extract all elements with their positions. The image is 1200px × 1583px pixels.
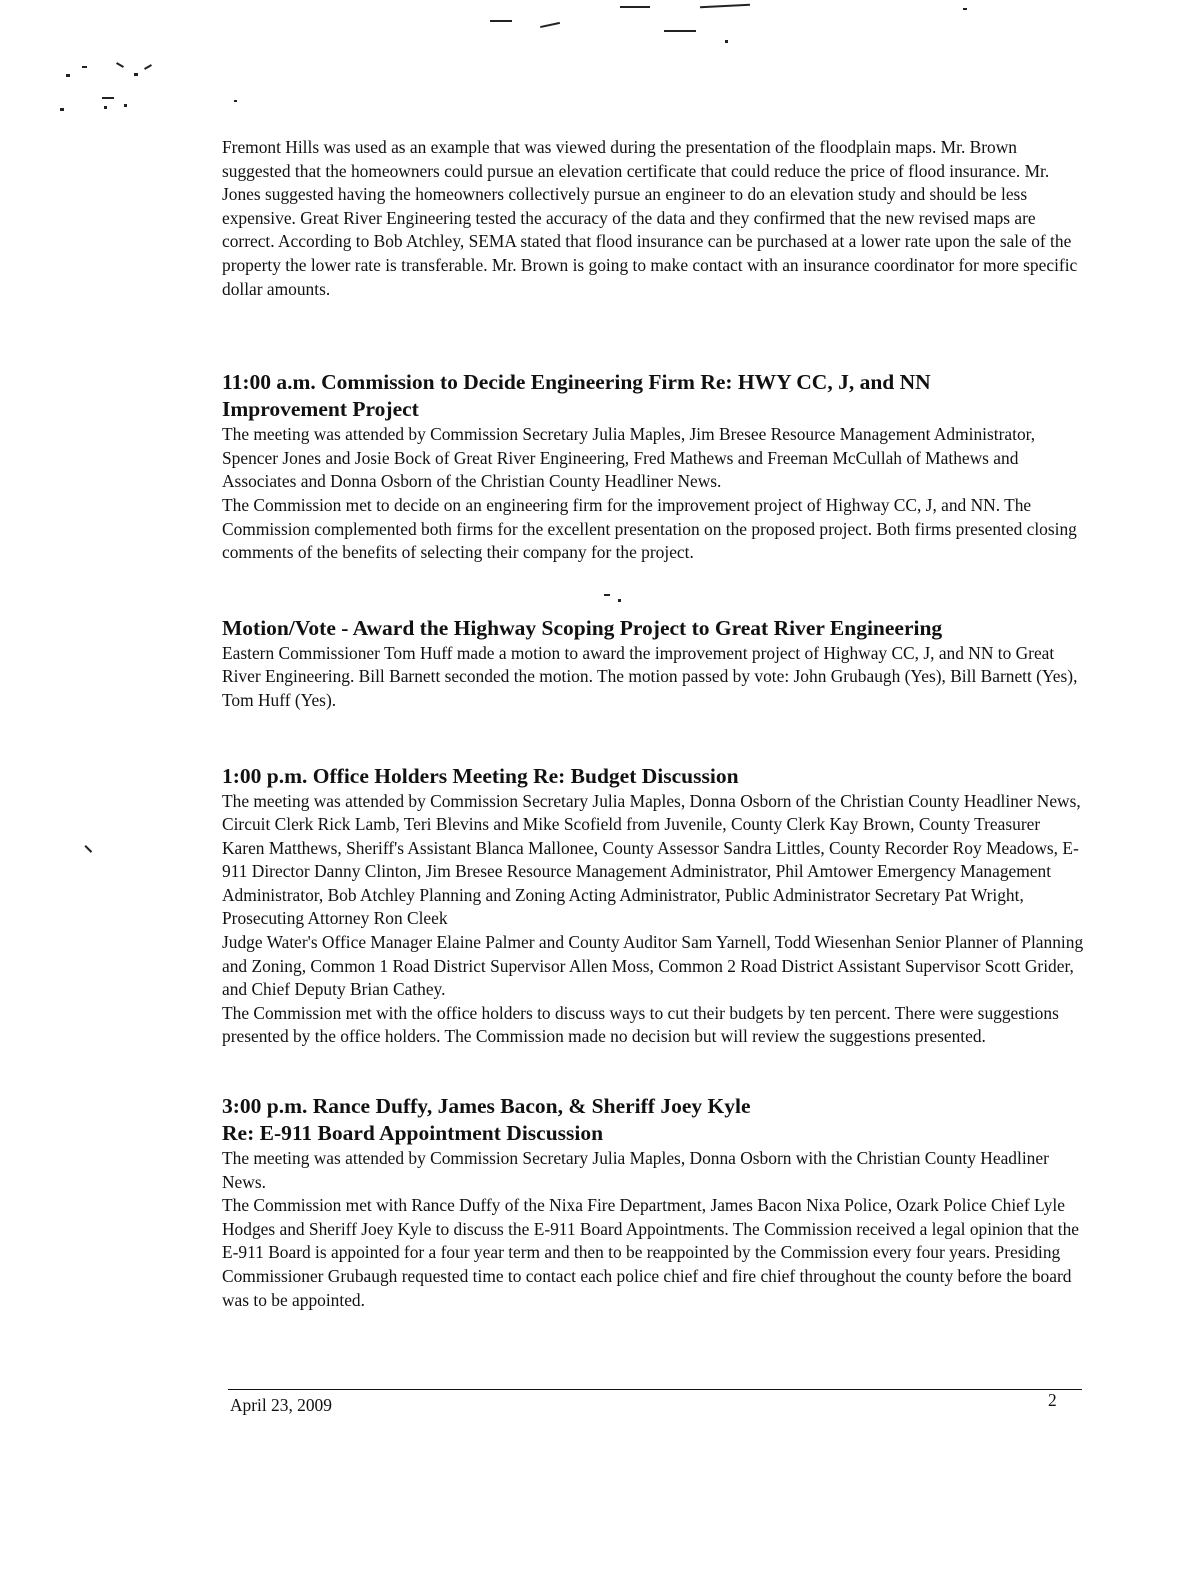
section-heading-continued: Re: E-911 Board Appointment Discussion [222, 1121, 604, 1146]
motion-paragraph: Eastern Commissioner Tom Huff made a motion to award the improvement project of Highway CC, J, and NN to Great River Engineering. Bill Barnett seconded the motion. The motion passed by vote: John Grubaugh (Yes), Bill Barnett (Yes), Tom Huff (Yes). [222, 642, 1078, 710]
scan-speck [540, 22, 560, 28]
page-number: 2 [1048, 1390, 1057, 1410]
section-engineering-firm [222, 369, 1084, 565]
scan-speck [134, 73, 138, 76]
scan-speck [490, 20, 512, 22]
scan-speck [234, 100, 237, 102]
scan-speck [60, 108, 64, 111]
scan-speck [144, 64, 152, 70]
footer-date: April 23, 2009 [230, 1395, 332, 1415]
footer-rule [228, 1389, 1082, 1390]
scan-speck [725, 40, 728, 43]
scan-speck [66, 74, 70, 77]
scan-speck [700, 4, 750, 8]
attendance-paragraph: The meeting was attended by Commission Secretary Julia Maples, Donna Osborn of the Christian County Headliner News, Circuit Clerk Rick Lamb, Teri Blevins and Mike Scofield from Juvenile, County Clerk Kay Brown, County Treasurer Karen Matthews, Sheriff's Assistant Blanca Mallonee, County Assessor Sandra Littles, County Recorder Roy Meadows, E-911 Director Danny Clinton, Jim Bresee Resource Management Administrator, Phil Amtower Emergency Management Administrator, Bob Atchley Planning and Zoning Acting Administrator, Public Administrator Secretary Pat Wright, Prosecuting Attorney Ron Cleek [222, 790, 1081, 929]
section-heading: 11:00 a.m. Commission to Decide Engineering Firm Re: HWY CC, J, and NN [222, 370, 931, 395]
summary-paragraph: The Commission met with the office holders to discuss ways to cut their budgets by ten percent. There were suggestions presented by the office holders. The Commission made no decision but will review the suggestions presented. [222, 1002, 1059, 1047]
section-heading: Motion/Vote - Award the Highway Scoping Project to Great River Engineering [222, 615, 943, 640]
scan-speck [104, 106, 107, 109]
attendance-paragraph: The meeting was attended by Commission Secretary Julia Maples, Donna Osborn with the Christian County Headliner News. [222, 1148, 1049, 1192]
attendance-paragraph: The meeting was attended by Commission Secretary Julia Maples, Jim Bresee Resource Management Administrator, Spencer Jones and Josie Bock of Great River Engineering, Fred Mathews and Freeman McCullah of Mathews and Associates and Donna Osborn of the Christian County Headliner News. [222, 424, 1036, 492]
summary-paragraph: The Commission met with Rance Duffy of the Nixa Fire Department, James Bacon Nixa Police, Ozark Police Chief Lyle Hodges and Sheriff Joey Kyle to discuss the E-911 Board Appointments. The Commission received a legal opinion that the E-911 Board is appointed for a four year term and then to be reappointed by the Commission every four years. Presiding Commissioner Grubaugh requested time to contact each police chief and fire chief throughout the county before the board was to be appointed. [222, 1195, 1079, 1310]
section-motion-vote [222, 615, 1084, 713]
section-heading: 3:00 p.m. Rance Duffy, James Bacon, & Sheriff Joey Kyle [222, 1094, 751, 1119]
section-heading: 1:00 p.m. Office Holders Meeting Re: Budget Discussion [222, 763, 739, 788]
scan-speck [124, 104, 127, 107]
section-e911-board [222, 1093, 1084, 1312]
intro-paragraph: Fremont Hills was used as an example that was viewed during the presentation of the floodplain maps. Mr. Brown suggested that the homeowners could pursue an elevation certificate that could reduce the price of flood insurance. Mr. Jones suggested having the homeowners collectively pursue an engineer to do an elevation study and should be less expensive. Great River Engineering tested the accuracy of the data and they confirmed that the new revised maps are correct. According to Bob Atchley, SEMA stated that flood insurance can be purchased at a lower rate upon the sale of the property the lower rate is transferable. Mr. Brown is going to make contact with an insurance coordinator for more specific dollar amounts. [222, 137, 1078, 299]
document-body [222, 136, 1084, 1312]
summary-paragraph: The Commission met to decide on an engineering firm for the improvement project of Highway CC, J, and NN. The Commission complemented both firms for the excellent presentation on the proposed project. Both firms presented closing comments of the benefits of selecting their company for the project. [222, 494, 1077, 563]
scan-speck [963, 8, 967, 10]
scan-speck [85, 845, 92, 852]
scan-speck [82, 66, 87, 68]
section-budget-discussion [222, 763, 1084, 1050]
scan-speck [620, 6, 650, 8]
scan-speck [116, 62, 124, 68]
scan-speck [102, 97, 114, 99]
attendance-paragraph-continued: Judge Water's Office Manager Elaine Palmer and County Auditor Sam Yarnell, Todd Wiesenhan Senior Planner of Planning and Zoning, Common 1 Road District Supervisor Allen Moss, Common 2 Road District Assistant Supervisor Scott Grider, and Chief Deputy Brian Cathey. [222, 932, 1084, 1000]
scan-speck [664, 30, 696, 32]
section-heading-continued: Improvement Project [222, 397, 419, 422]
